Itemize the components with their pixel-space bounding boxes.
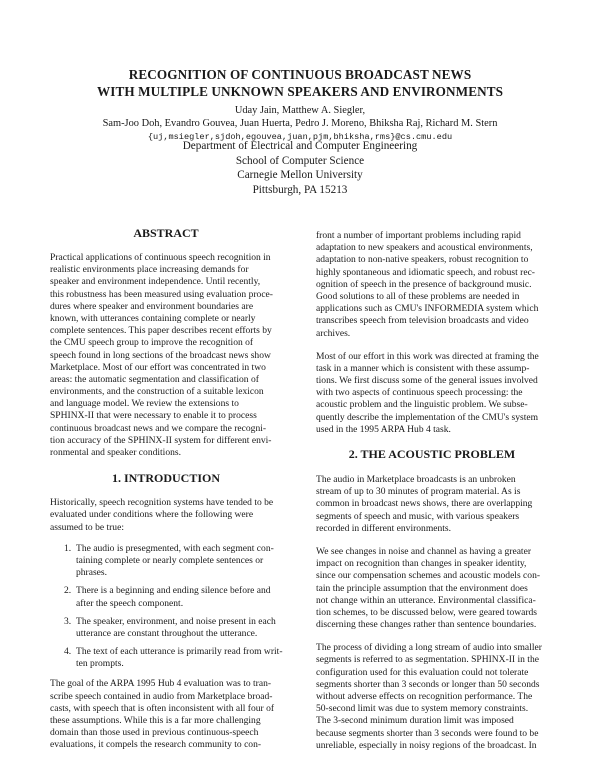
text-line: assumed to be true: — [50, 521, 124, 533]
text-line: since our compensation schemes and acoustic models con- — [316, 570, 541, 582]
text-line: ronmental and speaker conditions. — [50, 447, 181, 458]
text-line: unreliable, especially in noisy regions of the broadcast. In — [316, 739, 537, 751]
text-line: Good solutions to all of these problems are needed in — [316, 290, 520, 302]
text-line: tions. We first discuss some of the general issues involved — [316, 375, 538, 387]
text-line: Practical applications of continuous speech recognition in — [50, 252, 271, 263]
list-item-text: after the speech component. — [76, 597, 184, 609]
text-line: adaptation to new speakers and acoustical environments, — [316, 242, 533, 254]
text-line: highly spontaneous and idiomatic speech, and robust rec- — [316, 266, 535, 278]
acoustic-paragraph-3 — [316, 642, 548, 752]
acoustic-paragraph-2 — [316, 546, 548, 631]
text-line: used in the 1995 ARPA Hub 4 task. — [316, 423, 451, 435]
text-line: known, with utterances containing complete or nearly — [50, 312, 256, 324]
affiliation-block — [40, 139, 560, 197]
text-line: ognition of speech in the presence of background music. — [316, 278, 532, 290]
text-line: scribe speech contained in audio from Marketplace broad- — [50, 690, 273, 702]
title-line: WITH MULTIPLE UNKNOWN SPEAKERS AND ENVIRONMENTS — [96, 84, 504, 99]
text-line: casts, with speech that is often inconsistent with all four of — [50, 702, 275, 714]
text-line: recorded in different environments. — [316, 522, 452, 534]
text-line: this robustness has been measured using evaluation proce- — [50, 288, 273, 300]
text-line: common in broadcast news shows, there are overlapping — [316, 498, 533, 510]
text-line: tion schemes, to be discussed below, were geared towards — [316, 606, 538, 618]
text-line: task in a manner which is consistent with these assump- — [316, 362, 530, 374]
text-line: not change within an utterance. Environmental classifica- — [316, 594, 536, 606]
right-column — [316, 230, 548, 752]
text-line: segments is referred to as segmentation. SPHINX-II in the — [316, 654, 539, 666]
list-item — [64, 585, 282, 609]
text-line: applications such as CMU's INFORMEDIA system which — [316, 303, 539, 315]
list-item-text: There is a beginning and ending silence before and — [76, 585, 271, 597]
list-item-number: 4. — [64, 646, 72, 658]
text-line: dures where speaker and environment boundaries are — [50, 300, 254, 312]
text-line: areas: the automatic segmentation and classification of — [50, 373, 259, 385]
text-line: continuous broadcast news and we compare the recogni- — [50, 422, 267, 434]
text-line: impact on recognition than changes in speaker identity, — [316, 558, 527, 570]
text-line: SPHINX-II that were necessary to enable it to process — [50, 410, 257, 422]
text-line: Marketplace. Most of our effort was concentrated in two — [50, 361, 266, 373]
list-item — [64, 543, 282, 580]
text-line: tain the principle assumption that the environment does — [316, 582, 528, 594]
author-line: Uday Jain, Matthew A. Siegler, — [234, 105, 366, 116]
assumption-list — [64, 543, 282, 671]
intro-continuation — [316, 230, 548, 340]
acoustic-paragraph-1 — [316, 474, 548, 535]
text-line: adaptation to non-native speakers, robust recognition to — [316, 254, 529, 266]
introduction-heading: 1. INTRODUCTION — [111, 471, 220, 486]
list-item-text: ten prompts. — [76, 658, 124, 670]
text-line: The goal of the ARPA 1995 Hub 4 evaluation was to tran- — [50, 678, 272, 690]
text-line: The process of dividing a long stream of audio into smaller — [316, 642, 542, 654]
text-line: evaluations, it compels the research community to con- — [50, 739, 262, 751]
list-item-text: The audio is presegmented, with each segment con- — [76, 542, 274, 554]
abstract-body — [50, 252, 282, 459]
text-line: segments of speech and music, with various speakers — [316, 510, 520, 522]
list-item-number: 2. — [64, 585, 72, 597]
acoustic-heading: 2. THE ACOUSTIC PROBLEM — [348, 447, 516, 461]
list-item — [64, 616, 282, 640]
text-line: transcribes speech from television broadcasts and video — [316, 315, 529, 327]
text-line: 50-second limit was due to system memory constraints. — [316, 703, 529, 715]
intro-framing-paragraph — [316, 351, 548, 436]
text-line: domain than those used in previous continuous-speech — [50, 727, 259, 739]
text-line: discerning these changes rather than sentence boundaries. — [316, 619, 537, 631]
text-line: stream of up to 30 minutes of program material. As is — [316, 486, 521, 498]
abstract-heading: ABSTRACT — [133, 226, 199, 240]
text-line: front a number of important problems including rapid — [316, 230, 521, 241]
paper-title — [40, 66, 560, 100]
list-item-number: 1. — [64, 542, 72, 554]
text-line: environments, and the construction of a suitable lexicon — [50, 386, 264, 398]
text-line: speech found in long sections of the broadcast news show — [50, 349, 271, 361]
text-line: The audio in Marketplace broadcasts is an unbroken — [316, 474, 516, 485]
text-line: acoustic problem and the linguistic problem. We subse- — [316, 399, 528, 411]
text-line: The 3-second minimum duration limit was imposed — [316, 715, 514, 727]
text-line: complete sentences. This paper describes recent efforts by — [50, 325, 272, 337]
text-line: the CMU speech group to improve the recognition of — [50, 337, 254, 349]
affiliation-line: Department of Electrical and Computer Engineering — [182, 140, 418, 152]
title-line: RECOGNITION OF CONTINUOUS BROADCAST NEWS — [128, 67, 472, 82]
text-line: evaluated under conditions where the following were — [50, 509, 254, 521]
introduction-followup — [50, 678, 282, 751]
list-item-text: The speaker, environment, and noise present in each — [76, 615, 276, 627]
text-line: We see changes in noise and channel as having a greater — [316, 545, 532, 557]
affiliation-line: School of Computer Science — [235, 154, 365, 167]
text-line: because segments shorter than 3 seconds were found to be — [316, 727, 539, 739]
text-line: tion accuracy of the SPHINX-II system for different envi- — [50, 434, 272, 446]
author-line: Sam-Joo Doh, Evandro Gouvea, Juan Huerta, Pedro J. Moreno, Bhiksha Raj, Richard M. Stern — [102, 118, 498, 130]
text-line: these assumptions. While this is a far more challenging — [50, 715, 261, 726]
text-line: configuration used for this evaluation could not tolerate — [316, 666, 529, 678]
list-item — [64, 646, 282, 670]
text-line: quently describe the implementation of the CMU's system — [316, 411, 539, 423]
author-emails: {uj,msiegler,sjdoh,egouvea,juan,pjm,bhiksha,rms}@cs.cmu.edu — [147, 131, 453, 142]
left-column — [50, 226, 282, 752]
introduction-lead — [50, 497, 282, 534]
text-line: archives. — [316, 327, 351, 339]
text-line: realistic environments place increasing demands for — [50, 264, 249, 276]
text-line: Most of our effort in this work was directed at framing the — [316, 350, 539, 362]
list-item-text: The text of each utterance is primarily read from writ- — [76, 646, 283, 658]
text-line: segments shorter than 3 seconds or longer than 50 seconds — [316, 678, 540, 690]
text-line: and language model. We review the extensions to — [50, 398, 239, 410]
list-item-number: 3. — [64, 615, 72, 627]
affiliation-line: Pittsburgh, PA 15213 — [252, 183, 348, 196]
text-line: Historically, speech recognition systems have tended to be — [50, 497, 274, 509]
text-line: without adverse effects on recognition performance. The — [316, 691, 533, 702]
text-line: with two aspects of continuous speech processing: the — [316, 387, 523, 399]
list-item-text: phrases. — [76, 567, 108, 579]
list-item-text: taining complete or nearly complete sentences or — [76, 554, 264, 566]
text-line: speaker and environment independence. Until recently, — [50, 276, 261, 288]
list-item-text: utterance are constant throughout the utterance. — [76, 627, 258, 639]
affiliation-line: Carnegie Mellon University — [237, 169, 363, 182]
